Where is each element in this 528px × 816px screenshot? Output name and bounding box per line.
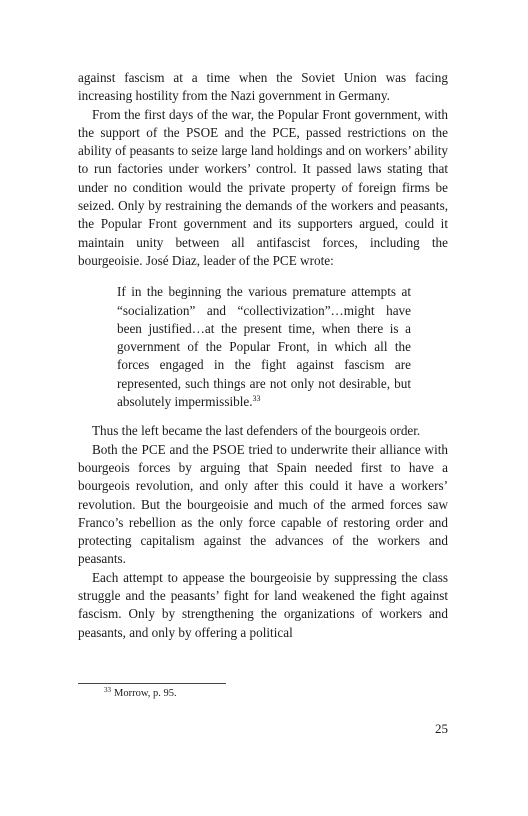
footnote-reference[interactable]: 33: [252, 394, 261, 404]
page-body: [78, 69, 448, 642]
paragraph-3: Thus the left became the last defenders of the bourgeois order.: [92, 423, 421, 439]
footnote: [104, 687, 177, 701]
block-quote: [117, 283, 411, 411]
footnote-text: Morrow, p. 95.: [114, 688, 177, 699]
paragraph-1: against fascism at a time when the Soviet Union was facing increasing hostility from the Nazi government in Germany.: [78, 70, 448, 104]
footnote-number: 33: [104, 686, 111, 694]
paragraph-4: Both the PCE and the PSOE tried to underwrite their alliance with bourgeois forces by arguing that Spain needed first to have a bourgeois revolution, and only after this could it have a workers’ revolution. But the bourgeoisie and much of the armed forces saw Franco’s rebellion as the only force capable of restoring order and protecting capitalism against the advances of the workers and peasants.: [78, 441, 448, 567]
block-quote-text: If in the beginning the various premature attempts at “socialization” and “collectivization”…might have been justified…at the present time, when there is a government of the Popular Front, in which all the forces engaged in the fight against fascism are represented, such things are not only not desirable, but absolutely impermissible.: [117, 284, 411, 410]
paragraph-2: From the first days of the war, the Popular Front government, with the support of the PSOE and the PCE, passed restrictions on the ability of peasants to seize large land holdings and on workers’ ability to run factories under workers’ control. It passed laws stating that under no condition would the private property of foreign firms be seized. Only by restraining the demands of the workers and peasants, the Popular Front government and its supporters argued, could it maintain unity between all antifascist forces, including the bourgeoisie. José Diaz, leader of the PCE wrote:: [78, 106, 448, 268]
footnote-divider: [78, 683, 226, 684]
paragraph-5: Each attempt to appease the bourgeoisie by suppressing the class struggle and the peasants’ fight for land weakened the fight against fascism. Only by strengthening the organizations of workers and peasants, and only by offering a political: [78, 569, 448, 640]
page-number: 25: [435, 721, 448, 736]
